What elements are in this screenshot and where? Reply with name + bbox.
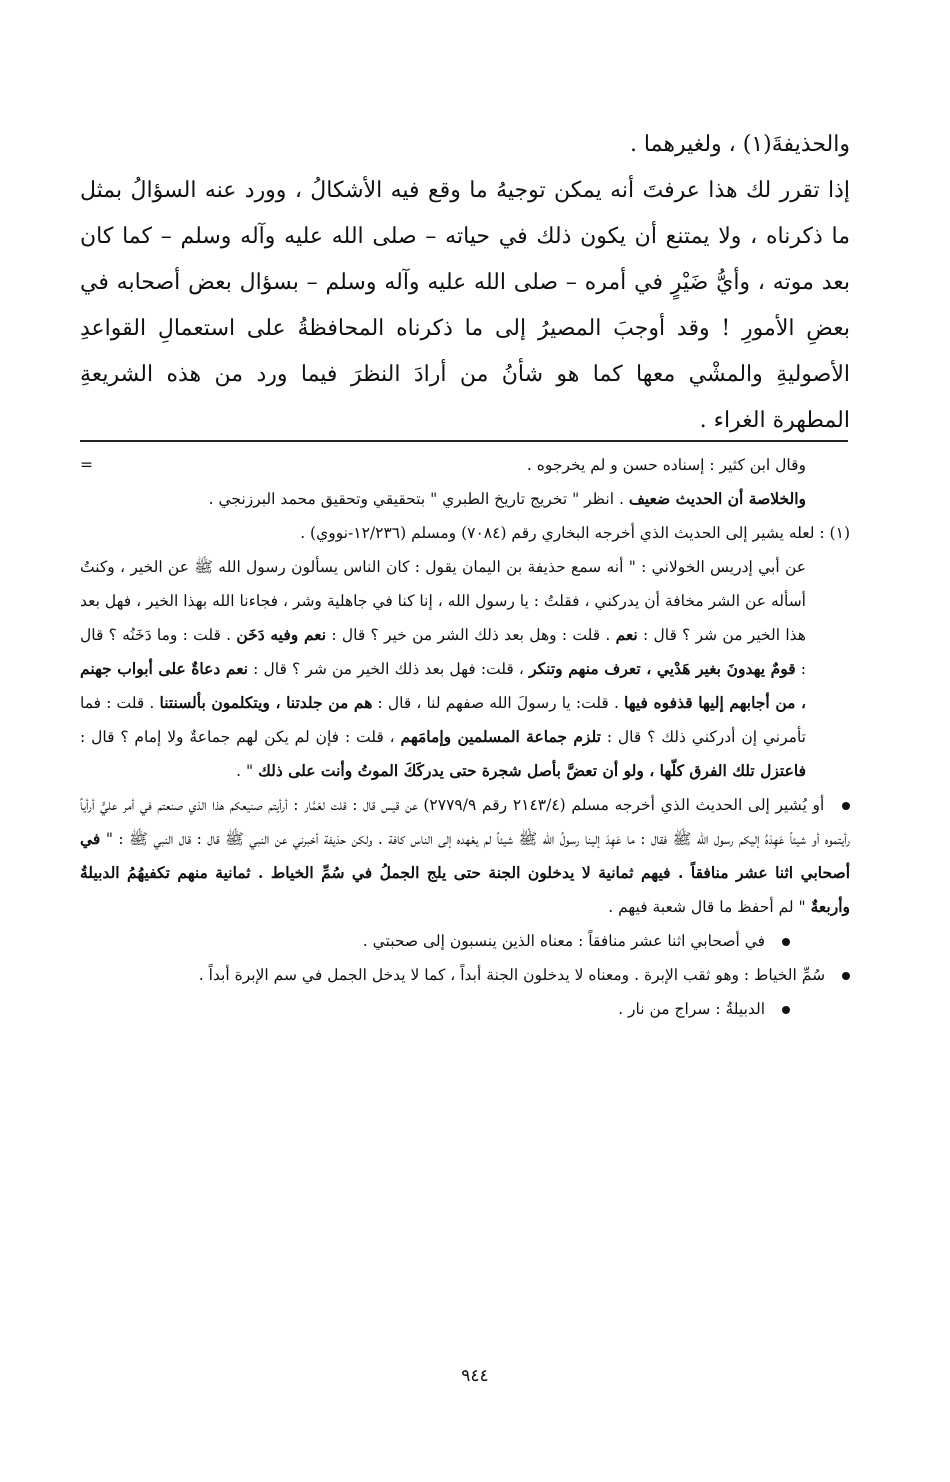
bullet-explanation-3 <box>80 992 850 1026</box>
bullet-text: في أصحابي اثنا عشر منافقاً : معناه الذين ينسبون إلى صحبتي . <box>362 932 766 950</box>
hadith-bold: فاعتزل تلك الفرق كلّها ، ولو أن تعضَّ بأصل شجرة حتى يدركَكَ الموتُ وأنت على ذلك <box>258 761 806 780</box>
hadith-part: عن أبي إدريس الخولاني : " أنه سمع حذيفة بن اليمان يقول : كان الناس يسألون رسول الله ﷺ عن الخير ، وكنتُ أسأله عن الشر مخافة أن يدركني ، فقلتُ : يا رسول الله ، إنا كنا في جاهلية وشر ، فجاءنا الله بهذا الخير ، فهل بعد هذا الخير من شر ؟ قال : <box>80 558 806 644</box>
footnote-separator <box>80 440 848 442</box>
main-line-1: والحذيفةَ(١) ، ولغيرهما . <box>629 132 850 157</box>
hadith-bold: هم من جلدتنا ، ويتكلمون بألسنتنا <box>159 693 373 712</box>
conclusion-note <box>80 482 850 516</box>
footnote-continuation <box>80 448 850 482</box>
hadith-part: . قلت : فما تأمرني إن أدركني ذلك ؟ قال : <box>80 694 807 746</box>
main-text <box>80 122 850 444</box>
hadith-bold: نعم دعاةٌ على أبواب جهنم ، من أجابهم إليها قذفوه فيها <box>80 659 806 712</box>
bullet-icon <box>782 938 790 946</box>
conclusion-bold: والخلاصة أن الحديث ضعيف <box>628 489 806 508</box>
hadith-part: . قلت : وما دَخَنُه ؟ قال : <box>80 626 806 678</box>
bullet-text: سُمِّ الخياط : وهو ثقب الإبرة . ومعناه لا يدخلون الجنة أبداً ، كما لا يدخل الجمل في سم الإبرة أبداً . <box>198 966 826 984</box>
bullet-text: الدبيلةُ : سراج من نار . <box>618 1000 766 1018</box>
footnote-1: (١) : لعله يشير إلى الحديث الذي أخرجه البخاري رقم (٧٠٨٤) ومسلم (١٢/٢٣٦-نووي) . <box>300 524 850 542</box>
bullet-explanation-2 <box>80 958 850 992</box>
bullet-text: أو يُشير إلى الحديث الذي أخرجه مسلم (٢١٤٣/٤ رقم ٢٧٧٩/٩) عن قيس قال : قلت لعَمَّار : أرأيتم صنيعكم هذا الذي صنعتم في أمر عليٍّ أرأياً رأيتموه أو شيئاً عَهِدَهُ إليكم رسول الله ﷺ فقال : ما عَهِدَ إلينا رسولُ الله ﷺ شيئاً لم يعْهده إلى الناس كافة . ولكن حذيفة أخبرني عن النبي ﷺ قال : قال النبي ﷺ : " <box>80 796 850 848</box>
hadith-part: " . <box>236 762 254 780</box>
hadith-bold: قومٌ يهدونَ بغير هَدْيي ، تعرف منهم وتنكر <box>529 659 796 678</box>
hadith-text <box>80 550 850 788</box>
ibn-kathir-note: وقال ابن كثير : إسناده حسن و لم يخرجوه . <box>526 456 806 474</box>
footnotes <box>80 448 850 1026</box>
bullet-bold: في أصحابي اثنا عشر منافقاً . فيهم ثمانية لا يدخلون الجنة حتى يلج الجملُ في سُمِّ الخياط . ثمانية منهم تكفيهُمُ الدبيلةُ وأربعةٌ <box>80 829 850 916</box>
hadith-part: ، قلت: فهل بعد ذلك الخير من شر ؟ قال : <box>253 660 524 678</box>
bullet-muslim-hadith <box>80 788 850 924</box>
hadith-bold: نعم <box>615 625 638 644</box>
bullet-text: " لم أحفظ ما قال شعبة فيهم . <box>608 898 806 916</box>
hadith-part: . قلت : وهل بعد ذلك الشر من خير ؟ قال : <box>331 626 611 644</box>
continuation-mark: = <box>80 456 93 474</box>
bullet-icon <box>842 972 850 980</box>
bullet-icon <box>782 1006 790 1014</box>
hadith-part: . قلت: يا رسولَ الله صفهم لنا ، قال : <box>377 694 619 712</box>
hadith-bold: تلزم جماعة المسلمين وإمامَهم <box>400 727 601 746</box>
bullet-explanation-1 <box>80 924 850 958</box>
hadith-bold: نعم وفيه دَخَن <box>236 625 327 644</box>
conclusion-rest: . انظر " تخريج تاريخ الطبري " بتحقيقي وتحقيق محمد البرزنجي . <box>208 490 624 508</box>
hadith-part: ، قلت : فإن لم يكن لهم جماعةٌ ولا إمام ؟ قال : <box>80 728 395 746</box>
bullet-icon <box>842 802 850 810</box>
main-paragraph: إذا تقرر لك هذا عرفتَ أنه يمكن توجيهُ ما وقع فيه الأشكالُ ، وورد عنه السؤالُ بمثل ما ذكرناه ، ولا يمتنع أن يكون ذلك في حياته – صلى الله عليه وآله وسلم – كما كان بعد موته ، وأيُّ ضَيْرٍ في أمره – صلى الله عليه وآله وسلم – بسؤال بعض أصحابه في بعضِ الأمورِ ! وقد أوجبَ المصيرُ إلى ما ذكرناه المحافظةُ على استعمالِ القواعدِ الأصوليةِ والمشْي معها كما هو شأنُ من أرادَ النظرَ فيما ورد من هذه الشريعةِ المطهرة الغراء . <box>80 178 850 433</box>
page-number: ٩٤٤ <box>461 1366 489 1386</box>
